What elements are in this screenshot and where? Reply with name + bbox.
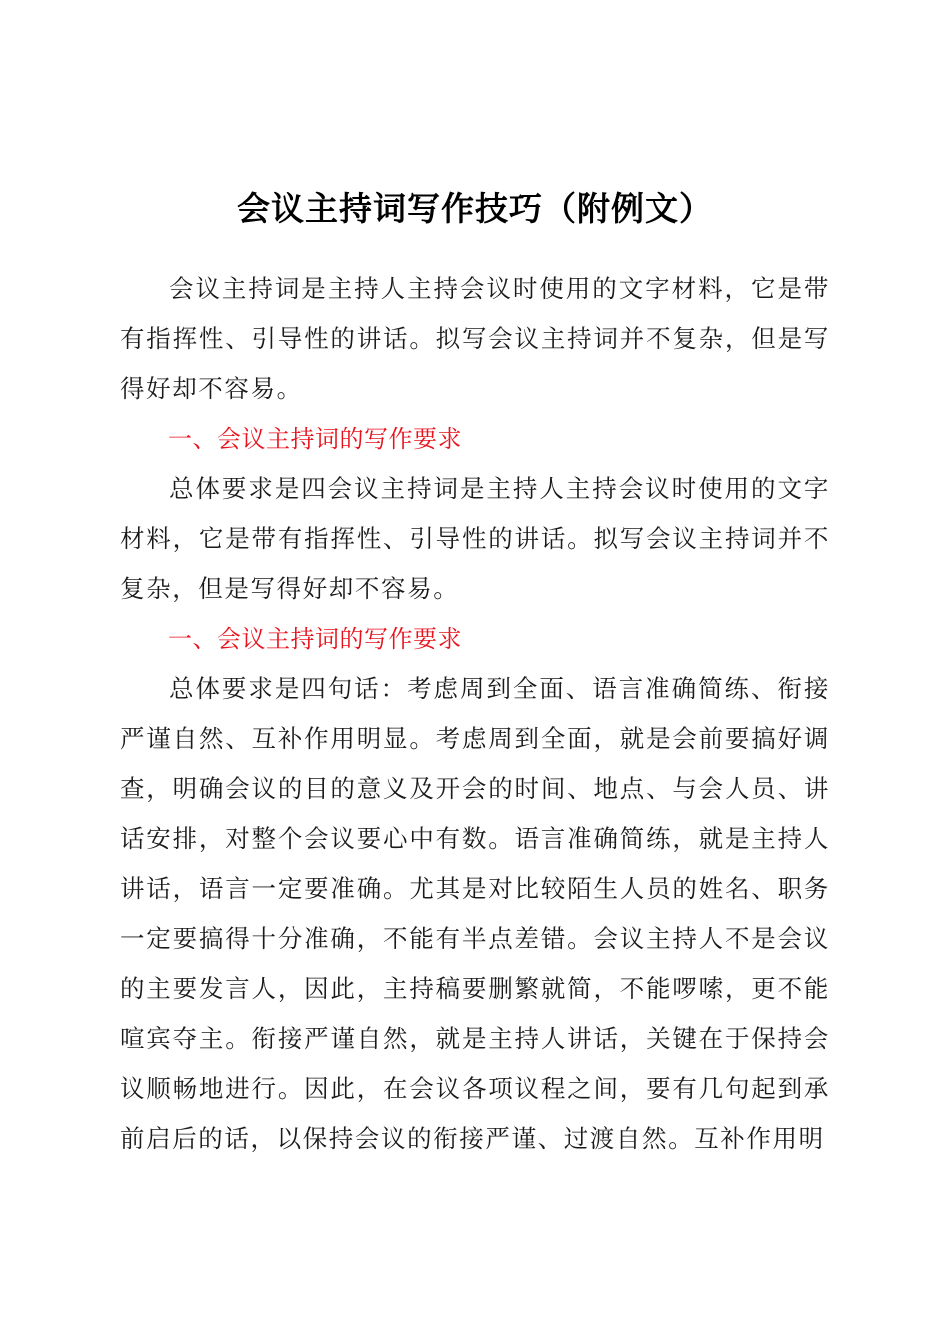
section-heading: 一、会议主持词的写作要求 — [168, 625, 462, 653]
paragraph: 总体要求是四会议主持词是主持人主持会议时使用的文字材料，它是带有指挥性、引导性的讲话。拟写会议主持词并不复杂，但是写得好却不容易。 — [120, 474, 830, 603]
paragraph-intro: 会议主持词是主持人主持会议时使用的文字材料，它是带有指挥性、引导性的讲话。拟写会议主持词并不复杂，但是写得好却不容易。 — [120, 274, 830, 403]
paragraph: 总体要求是四句话：考虑周到全面、语言准确简练、衔接严谨自然、互补作用明显。考虑周到全面，就是会前要搞好调查，明确会议的目的意义及开会的时间、地点、与会人员、讲话安排，对整个会议要心中有数。语言准确简练，就是主持人讲话，语言一定要准确。尤其是对比较陌生人员的姓名、职务一定要搞得十分准确，不能有半点差错。会议主持人不是会议的主要发言人，因此，主持稿要删繁就简，不能啰嗦，更不能喧宾夺主。衔接严谨自然，就是主持人讲话，关键在于保持会议顺畅地进行。因此，在会议各项议程之间，要有几句起到承前启后的话，以保持会议的衔接严谨、过渡自然。互补作用明 — [120, 674, 830, 1153]
document-title: 会议主持词写作技巧（附例文） — [237, 189, 713, 228]
section-heading: 一、会议主持词的写作要求 — [168, 425, 462, 453]
document-body — [120, 264, 830, 1164]
